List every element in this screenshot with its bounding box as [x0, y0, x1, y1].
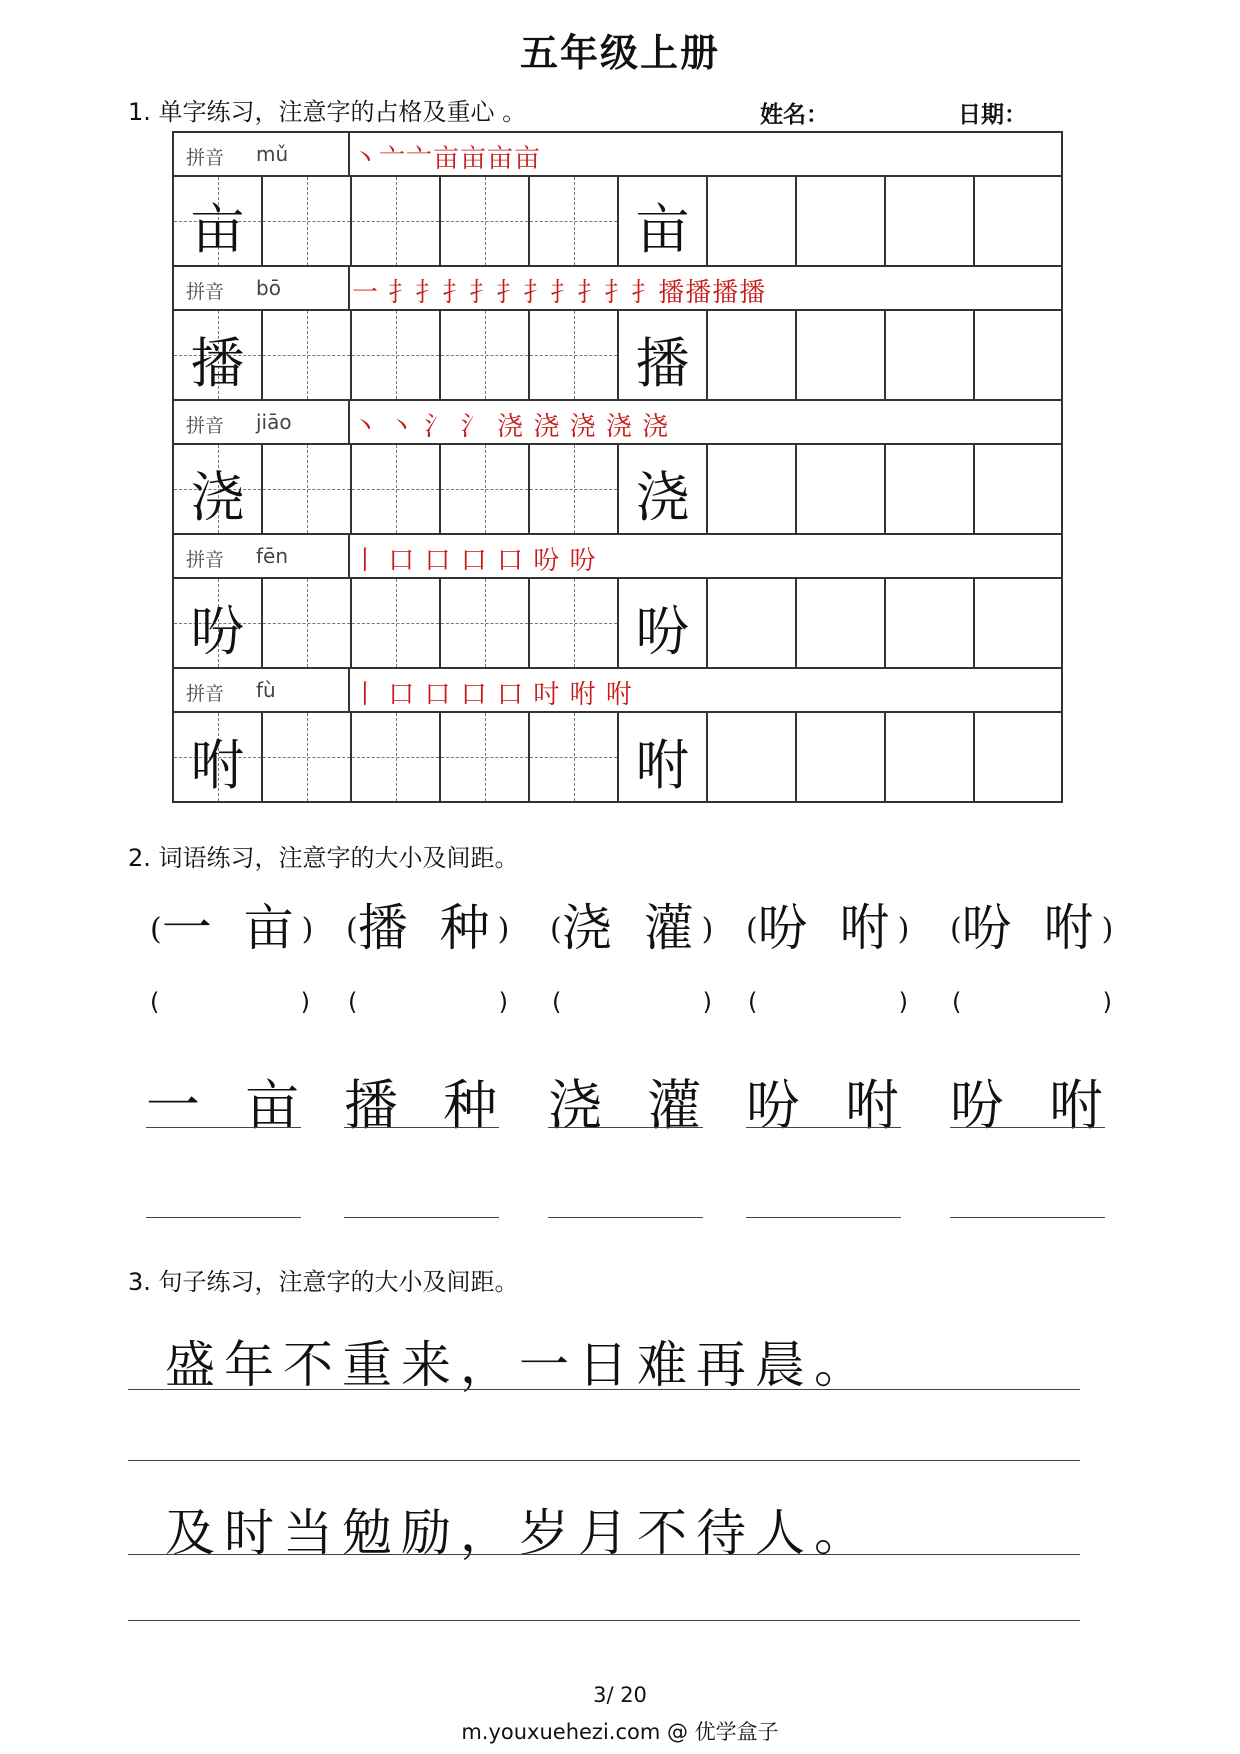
pinyin-label: 拼音: [186, 549, 225, 571]
paren-word: (一 亩): [150, 899, 314, 957]
paren-word: (吩 咐): [746, 899, 910, 957]
writing-line[interactable]: [950, 1217, 1105, 1218]
model-char: 浇: [190, 466, 245, 529]
practice-cell[interactable]: [263, 445, 352, 533]
practice-cell[interactable]: [886, 713, 975, 801]
practice-cell[interactable]: [886, 177, 975, 265]
blank-paren[interactable]: ( ): [348, 988, 508, 1016]
writing-line[interactable]: [548, 1127, 703, 1128]
pinyin-value: bō: [256, 276, 281, 300]
pinyin-box: [174, 133, 350, 177]
char-practice-row: [172, 131, 1061, 265]
trace-word: 播 种: [344, 1074, 512, 1137]
practice-cell[interactable]: [708, 713, 797, 801]
name-field-label[interactable]: 姓名：: [760, 102, 829, 128]
pinyin-stroke-band: [172, 667, 1063, 713]
pinyin-value: fēn: [256, 544, 289, 568]
model-char: 咐: [190, 734, 245, 797]
practice-cell[interactable]: [530, 177, 619, 265]
practice-cell[interactable]: [441, 579, 530, 667]
trace-char: 亩: [635, 198, 690, 261]
trace-char: 吩: [635, 600, 690, 663]
paren-word: (播 种): [346, 899, 510, 957]
paren-word: (吩 咐): [950, 899, 1114, 957]
writing-line[interactable]: [344, 1127, 499, 1128]
writing-cells: [172, 577, 1063, 669]
practice-cell[interactable]: [708, 445, 797, 533]
trace-cell: [619, 445, 708, 533]
practice-cell[interactable]: [975, 713, 1060, 801]
writing-line[interactable]: [146, 1217, 301, 1218]
practice-cell[interactable]: [975, 445, 1060, 533]
pinyin-label: 拼音: [186, 281, 225, 303]
page-title: 五年级上册: [519, 31, 720, 75]
word-text: 吩 咐: [961, 899, 1102, 957]
stroke-order: 丶亠亠亩亩亩亩: [352, 144, 542, 174]
practice-cell[interactable]: [797, 445, 886, 533]
practice-cell[interactable]: [441, 311, 530, 399]
blank-paren[interactable]: ( ): [552, 988, 712, 1016]
model-cell: [174, 579, 263, 667]
pinyin-stroke-band: [172, 265, 1063, 311]
writing-line[interactable]: [146, 1127, 301, 1128]
practice-cell[interactable]: [263, 311, 352, 399]
trace-word: 一 亩: [146, 1074, 314, 1137]
word-text: 吩 咐: [757, 899, 898, 957]
practice-cell[interactable]: [886, 445, 975, 533]
model-cell: [174, 445, 263, 533]
trace-char: 播: [635, 332, 690, 395]
section3-heading: 3. 句子练习，注意字的大小及间距。: [128, 1268, 519, 1296]
practice-cell[interactable]: [352, 177, 441, 265]
model-char: 吩: [190, 600, 245, 663]
pinyin-box: [174, 267, 350, 311]
word-text: 浇 灌: [561, 899, 702, 957]
trace-word: 浇 灌: [548, 1074, 716, 1137]
word-text: 播 种: [357, 899, 498, 957]
pinyin-box: [174, 535, 350, 579]
site-footer: m.youxuehezi.com @ 优学盒子: [461, 1720, 779, 1744]
pinyin-value: jiāo: [256, 410, 292, 434]
writing-cells: [172, 175, 1063, 267]
pinyin-stroke-band: [172, 533, 1063, 579]
model-sentence: 盛年不重来，一日难再晨。: [165, 1336, 873, 1394]
writing-line[interactable]: [128, 1554, 1080, 1555]
writing-line[interactable]: [548, 1217, 703, 1218]
practice-cell[interactable]: [263, 177, 352, 265]
practice-cell[interactable]: [352, 445, 441, 533]
practice-cell[interactable]: [886, 311, 975, 399]
practice-cell[interactable]: [797, 311, 886, 399]
model-char: 播: [190, 332, 245, 395]
writing-line[interactable]: [128, 1620, 1080, 1621]
practice-cell[interactable]: [708, 177, 797, 265]
practice-cell[interactable]: [530, 713, 619, 801]
practice-cell[interactable]: [708, 311, 797, 399]
practice-cell[interactable]: [263, 713, 352, 801]
page-number: 3/ 20: [593, 1683, 647, 1707]
writing-line[interactable]: [128, 1389, 1080, 1390]
practice-cell[interactable]: [441, 445, 530, 533]
practice-cell[interactable]: [530, 579, 619, 667]
model-cell: [174, 311, 263, 399]
writing-cells: [172, 711, 1063, 803]
pinyin-label: 拼音: [186, 147, 225, 169]
model-sentence: 及时当勉励，岁月不待人。: [165, 1504, 873, 1562]
practice-cell[interactable]: [797, 177, 886, 265]
pinyin-box: [174, 669, 350, 713]
section2-heading: 2. 词语练习，注意字的大小及间距。: [128, 844, 519, 872]
pinyin-stroke-band: [172, 399, 1063, 445]
model-char: 亩: [190, 198, 245, 261]
trace-word: 吩 咐: [746, 1074, 914, 1137]
practice-cell[interactable]: [797, 579, 886, 667]
writing-line[interactable]: [344, 1217, 499, 1218]
practice-cell[interactable]: [975, 311, 1060, 399]
blank-paren[interactable]: ( ): [748, 988, 908, 1016]
blank-paren[interactable]: ( ): [150, 988, 310, 1016]
trace-cell: [619, 311, 708, 399]
trace-cell: [619, 177, 708, 265]
char-practice-row: [172, 399, 1061, 533]
char-practice-row: [172, 533, 1061, 667]
trace-char: 咐: [635, 734, 690, 797]
pinyin-value: fù: [256, 678, 276, 702]
practice-cell[interactable]: [975, 177, 1060, 265]
model-cell: [174, 713, 263, 801]
practice-cell[interactable]: [441, 713, 530, 801]
practice-cell[interactable]: [708, 579, 797, 667]
char-practice-row: [172, 265, 1061, 399]
stroke-order: 丨 口 口 口 口 吩 吩: [352, 546, 597, 576]
model-cell: [174, 177, 263, 265]
blank-paren[interactable]: ( ): [952, 988, 1112, 1016]
section1-heading: 1. 单字练习，注意字的占格及重心 。: [128, 98, 527, 126]
writing-line[interactable]: [746, 1127, 901, 1128]
practice-cell[interactable]: [886, 579, 975, 667]
char-practice-row: [172, 667, 1061, 801]
practice-cell[interactable]: [352, 311, 441, 399]
practice-cell[interactable]: [797, 713, 886, 801]
practice-cell[interactable]: [441, 177, 530, 265]
pinyin-label: 拼音: [186, 415, 225, 437]
trace-char: 浇: [635, 466, 690, 529]
writing-line[interactable]: [950, 1127, 1105, 1128]
writing-cells: [172, 443, 1063, 535]
practice-cell[interactable]: [975, 579, 1060, 667]
trace-word: 吩 咐: [950, 1074, 1118, 1137]
writing-line[interactable]: [746, 1217, 901, 1218]
stroke-order: 一 扌扌扌扌扌扌扌扌扌扌播播播播: [352, 278, 767, 308]
pinyin-box: [174, 401, 350, 445]
practice-cell[interactable]: [352, 579, 441, 667]
writing-line[interactable]: [128, 1460, 1080, 1461]
word-text: 一 亩: [161, 899, 302, 957]
paren-word: (浇 灌): [550, 899, 714, 957]
practice-cell[interactable]: [352, 713, 441, 801]
pinyin-label: 拼音: [186, 683, 225, 705]
date-field-label[interactable]: 日期：: [958, 102, 1027, 128]
pinyin-stroke-band: [172, 131, 1063, 177]
stroke-order: 丶 丶 氵 氵 浇 浇 浇 浇 浇: [352, 412, 670, 442]
stroke-order: 丨 口 口 口 口 吋 咐 咐: [352, 680, 633, 710]
practice-cell[interactable]: [530, 311, 619, 399]
trace-cell: [619, 579, 708, 667]
pinyin-value: mǔ: [256, 142, 289, 166]
practice-cell[interactable]: [263, 579, 352, 667]
trace-cell: [619, 713, 708, 801]
writing-cells: [172, 309, 1063, 401]
practice-cell[interactable]: [530, 445, 619, 533]
